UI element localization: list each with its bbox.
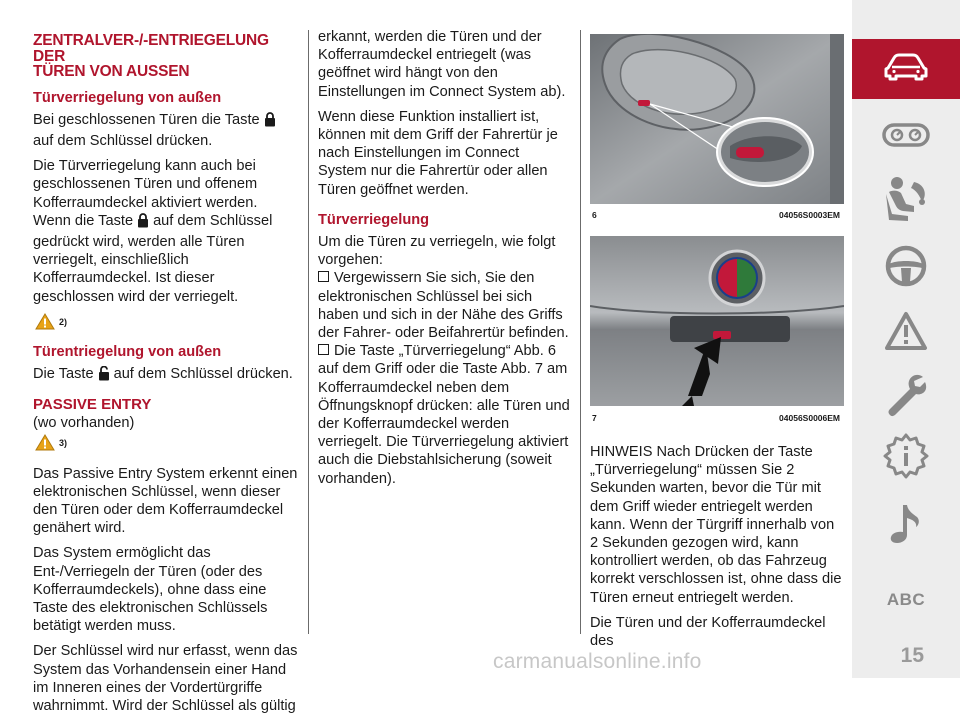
paragraph-passive-entry-1: Das Passive Entry System erkennt einen elektronischen Schlüssel, wenn dieser den Türen oder dem Kofferraumdeckel genähert wird. (33, 465, 298, 537)
sidebar-item-index[interactable] (852, 570, 960, 630)
sidebar-item-multimedia[interactable] (852, 495, 960, 555)
heading-lock-outside: Türverriegelung von außen (33, 89, 222, 106)
column-divider (580, 30, 581, 634)
watermark: carmanualsonline.info (493, 650, 702, 673)
checkbox-bullet-icon (318, 271, 329, 282)
sidebar-item-warnings[interactable] (852, 303, 960, 363)
sidebar-item-safety[interactable] (852, 171, 960, 231)
warning-triangle-icon (35, 313, 55, 335)
warning-reference-3: 3) (35, 435, 299, 457)
page-number: 15 (900, 644, 924, 667)
paragraph-intro: Um die Türen zu verriegeln, wie folgt vorgehen: (318, 234, 556, 269)
checkbox-bullet-icon (318, 344, 329, 355)
paragraph-unlock: Die Taste auf dem Schlüssel drücken. (33, 365, 299, 386)
dashboard-icon (882, 121, 930, 154)
paragraph-passive-entry-2: Das System ermöglicht das Ent-/Verriegeln der Türen (oder des Kofferraumdeckels), ohne dass eine Taste des elektronischen Schlüssels betätigt werden muss. (33, 545, 268, 635)
paragraph-hinweis: HINWEIS Nach Drücken der Taste „Türverriegelung“ müssen Sie 2 Sekunden warten, bevor die Tür mit dem Griff wieder entriegelt werden kann. Wenn der Türgriff innerhalb von 2 Sekunden gezogen wird, kann kontrolliert werden, ob das Fahrzeug korrekt verschlossen ist, ohne dass die Türen erneut entriegelt werden. (590, 444, 842, 606)
paragraph-function: Wenn diese Funktion installiert ist, können mit dem Griff der Fahrertür je nach Einstellungen im Connect System nur die Fahrertür oder allen Türen geöffnet werden. (318, 108, 558, 198)
paragraph-passive-entry-3: Der Schlüssel wird nur erfasst, wenn das System das Vorhandensein einer Hand im Inneren eines der Vordertürgriffe wahrnimmt. Wird der Schlüssel als gültig (33, 643, 298, 714)
column-1 (33, 28, 299, 722)
padlock-open-icon (98, 366, 110, 386)
passive-entry-heading: PASSIVE ENTRY (wo vorhanden) (33, 396, 152, 432)
paragraph-lock: Bei geschlossenen Türen die Tasteauf dem Schlüssel drücken. (33, 111, 299, 150)
column-3-text (590, 443, 844, 657)
door-handle-illustration (590, 34, 844, 204)
figure-6-door-handle (590, 34, 844, 204)
chapter-sidebar (852, 0, 960, 678)
sidebar-item-technical-data[interactable] (852, 428, 960, 488)
heading-door-lock: Türverriegelung (318, 211, 430, 228)
padlock-closed-icon (137, 213, 149, 233)
info-gear-icon (883, 433, 929, 484)
warning-reference-2: 2) (35, 313, 299, 335)
wrench-icon (885, 373, 927, 422)
warning-triangle-icon (884, 311, 928, 356)
car-icon (882, 52, 930, 87)
bullet-item-2: Die Taste „Türverriegelung“ Abb. 6 auf dem Griff oder die Taste Abb. 7 am Kofferraumdeckel neben dem Öffnungsknopf drücken: alle Türen und der Kofferraumdeckel werden verriegelt. Die Türverriegelung aktiviert auch die Diebstahlsicherung (soweit vorhanden). (318, 343, 570, 487)
airbag-person-icon (884, 176, 928, 227)
paragraph-continued: erkannt, werden die Türen und der Kofferraumdeckel entriegelt (was geöffnet wird hängt von den Einstellungen im Connect System ab). (318, 29, 566, 100)
column-2 (318, 28, 570, 495)
bullet-item-1: Vergewissern Sie sich, Sie den elektronischen Schlüssel bei sich haben und sich in der Nähe des Griffs der Fahrer- oder Beifahrertür befinden. (318, 270, 569, 342)
paragraph-continued-next: Die Türen und der Kofferraumdeckel des (590, 614, 826, 650)
sidebar-item-driving[interactable] (852, 238, 960, 298)
trunk-button-illustration (590, 236, 844, 406)
heading-unlock-outside: Türentriegelung von außen (33, 343, 222, 360)
column-divider (308, 30, 309, 634)
steering-wheel-icon (884, 244, 928, 293)
sidebar-item-dashboard[interactable] (852, 107, 960, 167)
music-note-icon (889, 501, 923, 550)
figure-7-trunk-button (590, 236, 844, 406)
paragraph-lock-open-trunk: Die Türverriegelung kann auch bei geschlossenen Türen und offenem Kofferraumdeckel aktiviert werden. Wenn die Taste auf dem Schlüssel gedrückt wird, werden alle Türen verriegelt, einschließlich Kofferraumdeckel. Ist dieser geschlossen wird der verriegelt. (33, 158, 273, 305)
abc-label: ABC (886, 590, 926, 609)
padlock-closed-icon (264, 112, 276, 132)
warning-triangle-icon (35, 434, 55, 456)
sidebar-item-maintenance[interactable] (852, 367, 960, 427)
sidebar-item-vehicle[interactable] (852, 39, 960, 99)
section-title: ZENTRALVER-/-ENTRIEGELUNG DER TÜREN VON AUSSEN (33, 32, 269, 80)
